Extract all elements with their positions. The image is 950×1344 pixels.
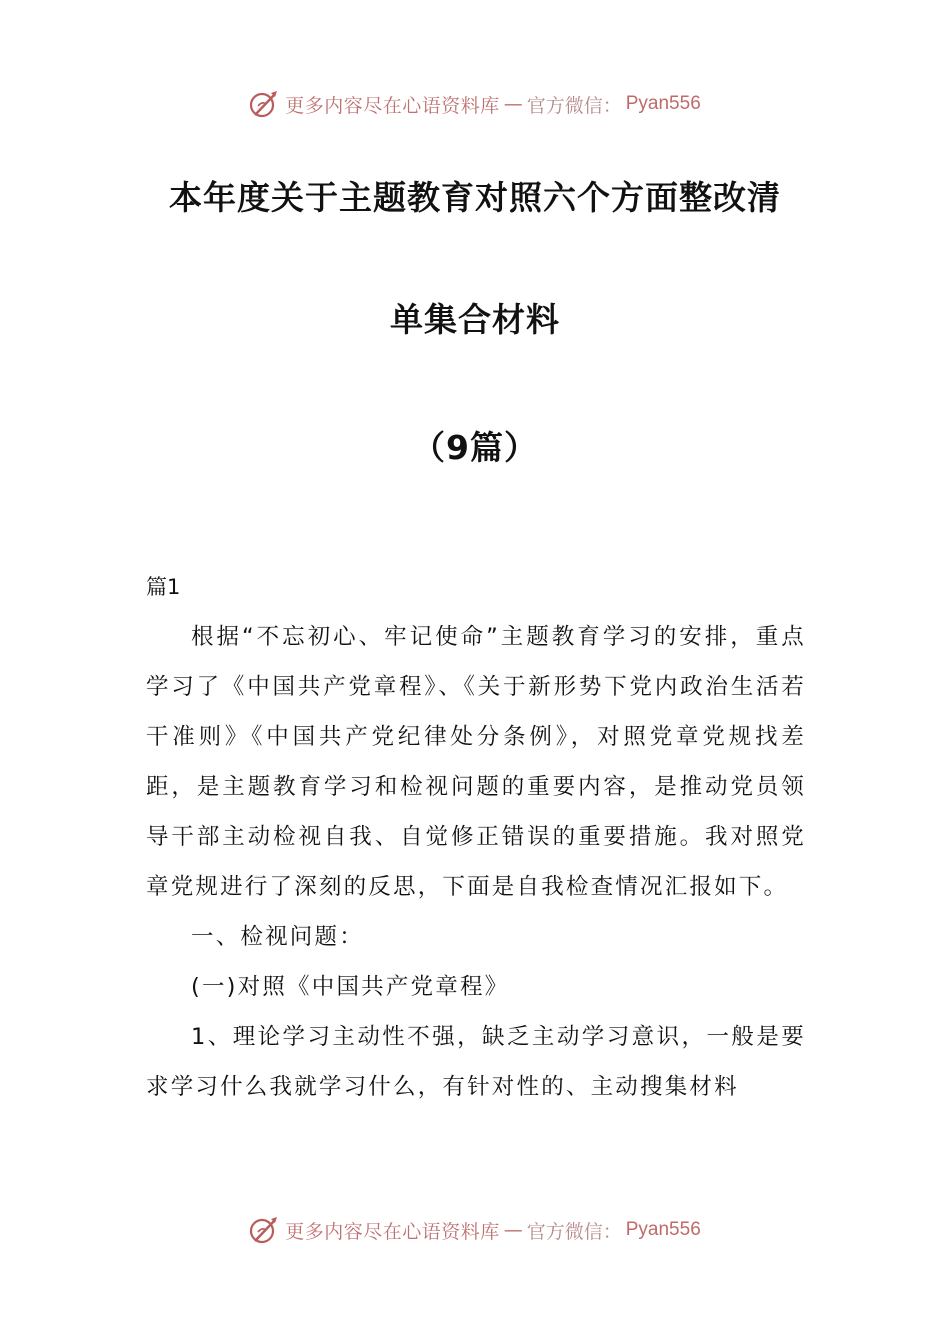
banner-wechat-label: 官方微信： bbox=[526, 94, 622, 117]
paragraph-heading-1: 一、检视问题： bbox=[191, 924, 364, 950]
footer-watermark-banner bbox=[0, 1210, 950, 1250]
banner-separator: — bbox=[503, 93, 523, 115]
banner-text: 更多内容尽在心语资料库 bbox=[285, 1220, 500, 1243]
section-label: 篇1 bbox=[146, 575, 181, 599]
banner-wechat-id: Pyan556 bbox=[625, 93, 701, 114]
banner-separator: — bbox=[503, 1219, 523, 1241]
body-text bbox=[146, 612, 806, 1112]
document-title-line-1: 本年度关于主题教育对照六个方面整改清 bbox=[169, 178, 781, 217]
header-watermark-banner bbox=[0, 84, 950, 124]
banner-text: 更多内容尽在心语资料库 bbox=[285, 94, 500, 117]
pen-logo-icon bbox=[249, 89, 279, 119]
paragraph-item-1: 1、理论学习主动性不强，缺乏主动学习意识，一般是要求学习什么我就学习什么，有针对性的、主动搜集材料 bbox=[146, 1024, 806, 1100]
document-title-line-2: 单集合材料 bbox=[390, 300, 560, 339]
paragraph-intro: 根据“不忘初心、牢记使命”主题教育学习的安排，重点学习了《中国共产党章程》、《关于新形势下党内政治生活若干准则》《中国共产党纪律处分条例》，对照党章党规找差距，是主题教育学习和检视问题的重要内容，是推动党员领导干部主动检视自我、自觉修正错误的重要措施。我对照党章党规进行了深刻的反思，下面是自我检查情况汇报如下。 bbox=[146, 624, 806, 900]
pen-logo-icon bbox=[249, 1215, 279, 1245]
document-subtitle: （9篇） bbox=[412, 428, 538, 467]
banner-wechat-label: 官方微信： bbox=[526, 1220, 622, 1243]
paragraph-subheading-1: (一)对照《中国共产党章程》 bbox=[191, 974, 510, 1000]
banner-wechat-id: Pyan556 bbox=[625, 1219, 701, 1240]
